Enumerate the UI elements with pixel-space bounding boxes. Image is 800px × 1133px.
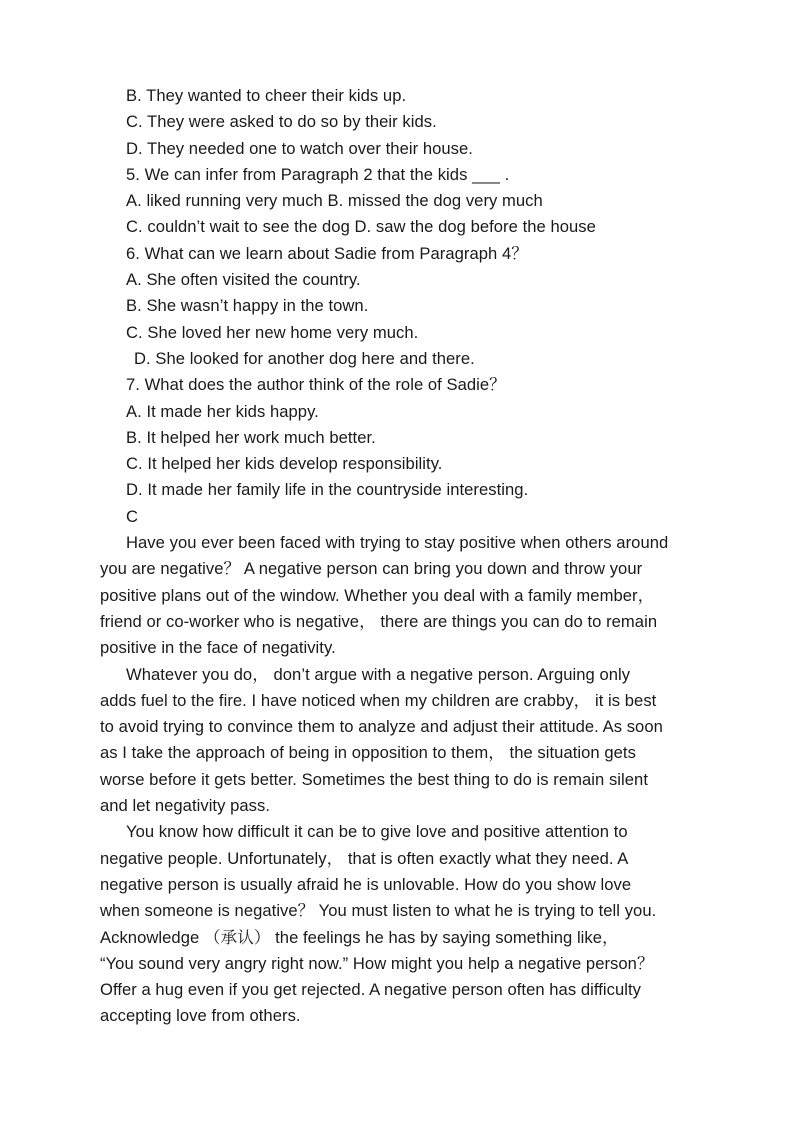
para3-line: accepting love from others. [100, 1006, 301, 1026]
para1-line: positive in the face of negativity. [100, 638, 336, 658]
para3-line: negative people. Unfortunately， that is often exactly what they need. A [100, 848, 629, 868]
para2-line: Whatever you do， don’t argue with a negative person. Arguing only [126, 664, 631, 684]
para2-line: and let negativity pass. [100, 796, 271, 816]
q6-option-b: B. She wasn’t happy in the town. [126, 296, 369, 316]
para3-line: Offer a hug even if you get rejected. A negative person often has difficulty [100, 980, 641, 1000]
q4-option-b: B. They wanted to cheer their kids up. [126, 86, 407, 105]
para1-line: positive plans out of the window. Whether you deal with a family member， [100, 585, 655, 605]
para3-line: “You sound very angry right now.” How might you help a negative person？ [100, 953, 654, 973]
q7-option-b: B. It helped her work much better. [126, 427, 376, 447]
q6-option-c: C. She loved her new home very much. [126, 322, 419, 342]
q4-option-d: D. They needed one to watch over their house. [126, 138, 473, 158]
q6-option-a: A. She often visited the country. [126, 270, 361, 290]
para2-line: adds fuel to the fire. I have noticed when my children are crabby， it is best [100, 690, 657, 710]
para2-line: as I take the approach of being in opposition to them， the situation gets [100, 743, 636, 763]
q5-options-ab: A. liked running very much B. missed the dog very much [126, 191, 543, 211]
section-heading: C [126, 506, 139, 526]
q7-option-a: A. It made her kids happy. [126, 401, 319, 421]
para3-line: You know how difficult it can be to give love and positive attention to [126, 822, 628, 842]
para3-line: negative person is usually afraid he is unlovable. How do you show love [100, 874, 632, 894]
q7-stem: 7. What does the author think of the role of Sadie？ [126, 375, 506, 395]
q4-option-c: C. They were asked to do so by their kids. [126, 112, 437, 132]
q5-stem: 5. We can infer from Paragraph 2 that the kids ___ . [126, 164, 510, 184]
document-page [0, 83, 800, 1030]
q5-options-cd: C. couldn’t wait to see the dog D. saw the dog before the house [126, 217, 596, 237]
para3-line: when someone is negative？ You must listen to what he is trying to tell you. [100, 901, 657, 921]
para2-line: to avoid trying to convince them to analyze and adjust their attitude. As soon [100, 717, 663, 737]
para3-line: Acknowledge （承认） the feelings he has by saying something like， [100, 927, 619, 947]
para1-line: friend or co-worker who is negative， there are things you can do to remain [100, 611, 658, 631]
para1-line: you are negative？ A negative person can bring you down and throw your [100, 559, 643, 579]
para1-line: Have you ever been faced with trying to stay positive when others around [126, 533, 669, 553]
q6-stem: 6. What can we learn about Sadie from Paragraph 4？ [126, 243, 528, 263]
q7-option-c: C. It helped her kids develop responsibility. [126, 454, 443, 474]
q6-option-d: D. She looked for another dog here and there. [134, 348, 475, 368]
para2-line: worse before it gets better. Sometimes the best thing to do is remain silent [100, 769, 648, 789]
q7-option-d: D. It made her family life in the countryside interesting. [126, 480, 529, 500]
